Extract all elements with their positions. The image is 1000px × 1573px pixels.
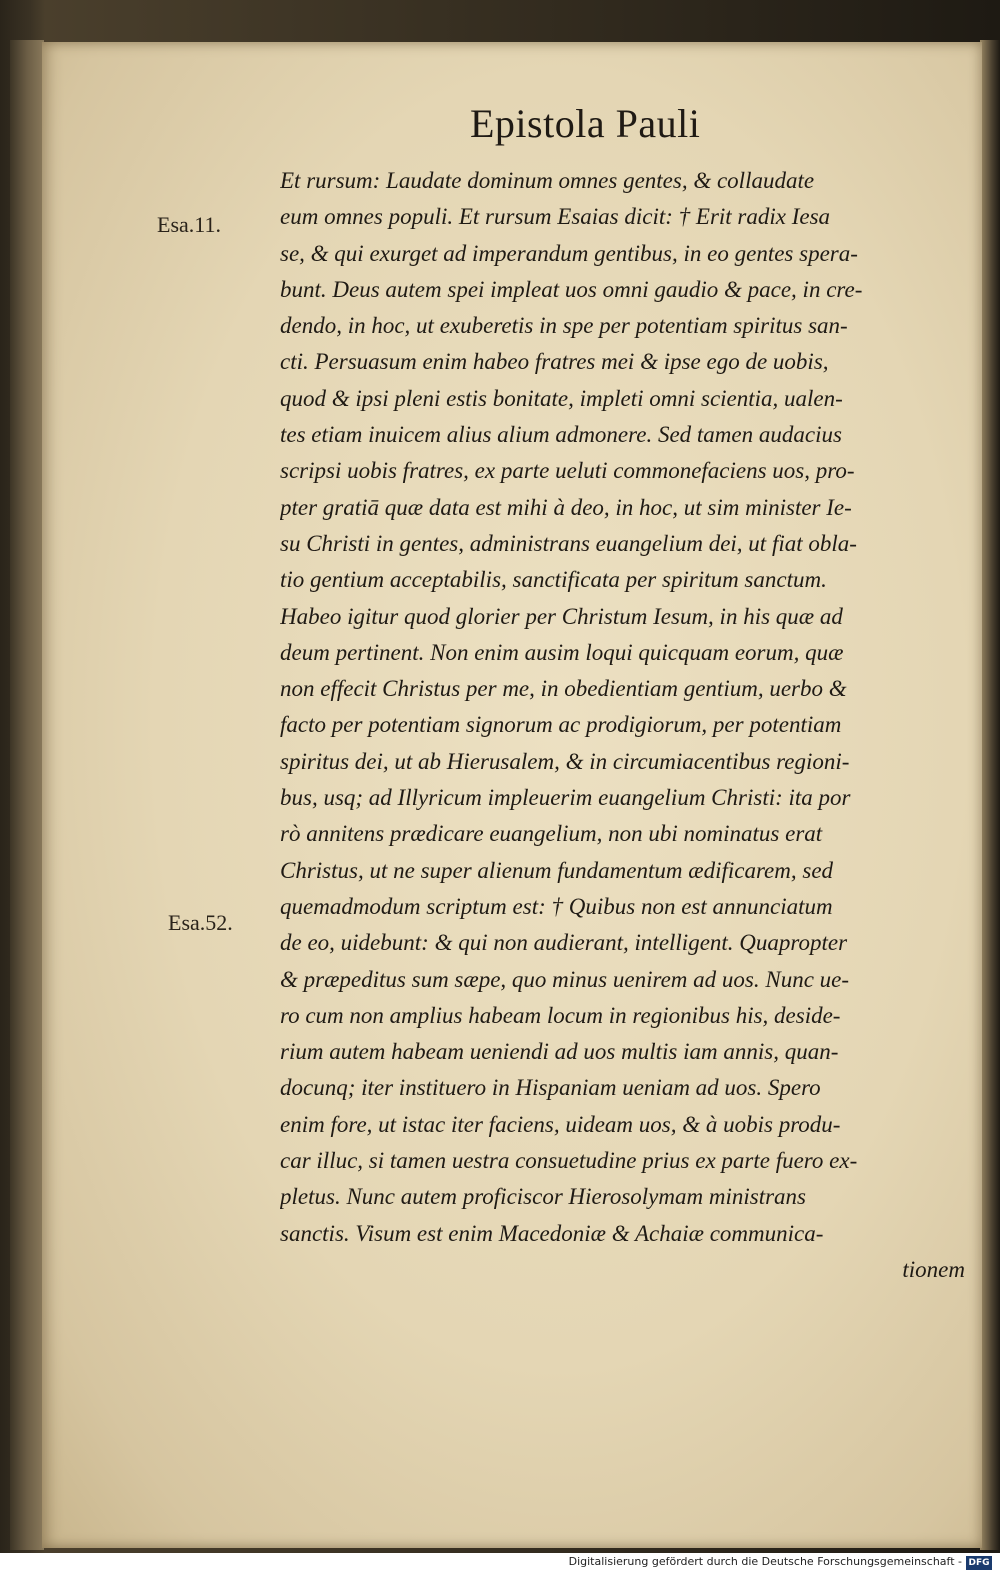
text-line: cti. Persuasum enim habeo fratres mei & ipse ego de uobis, [280,349,829,375]
text-line: rò annitens prædicare euangelium, non ubi nominatus erat [280,821,823,847]
text-line: pletus. Nunc autem proficiscor Hierosolymam ministrans [280,1184,806,1210]
text-line: quod & ipsi pleni estis bonitate, impleti omni scientia, ualen- [280,385,843,411]
marginal-note: Esa.11. [157,212,221,237]
text-line: rium autem habeam ueniendi ad uos multis iam annis, quan- [280,1039,839,1065]
text-line: sanctis. Visum est enim Macedoniæ & Achaiæ communica- [280,1220,824,1246]
footer-credit: Digitalisierung gefördert durch die Deutsche Forschungsgemeinschaft - [568,1555,962,1568]
text-line: tionem [902,1256,965,1282]
text-line: quemadmodum scriptum est: † Quibus non est annunciatum [280,893,833,919]
text-line: ro cum non amplius habeam locum in regionibus his, deside- [280,1002,841,1028]
text-line: tio gentium acceptabilis, sanctificata per spiritum sanctum. [280,567,827,593]
text-line: docunq; iter instituero in Hispaniam ueniam ad uos. Spero [280,1075,821,1101]
body-text [280,163,970,1288]
text-line: Et rursum: Laudate dominum omnes gentes, & collaudate [280,168,815,193]
text-line: bunt. Deus autem spei impleat uos omni gaudio & pace, in cre- [280,276,863,302]
text-line: se, & qui exurget ad imperandum gentibus, in eo gentes spera- [280,240,858,266]
text-line: bus, usq; ad Illyricum impleuerim euangelium Christi: ita por [280,785,851,811]
marginal-note: Esa.52. [168,910,233,935]
text-line: pter gratiā quæ data est mihi à deo, in hoc, ut sim minister Ie- [280,494,852,520]
digitization-footer [0,1553,1000,1573]
dfg-logo: DFG [966,1556,992,1570]
text-line: facto per potentiam signorum ac prodigiorum, per potentiam [280,712,842,738]
text-line: non effecit Christus per me, in obedientiam gentium, uerbo & [280,676,847,702]
text-line: & præpeditus sum sæpe, quo minus uenirem ad uos. Nunc ue- [280,966,850,992]
text-line: deum pertinent. Non enim ausim loqui quicquam eorum, quæ [280,639,844,665]
text-line: car illuc, si tamen uestra consuetudine prius ex parte fuero ex- [280,1148,858,1174]
text-line: de eo, uidebunt: & qui non audierant, intelligent. Quapropter [280,930,848,956]
text-line: scripsi uobis fratres, ex parte ueluti commonefaciens uos, pro- [280,458,855,484]
book-right-edge [980,40,1000,1550]
text-line: eum omnes populi. Et rursum Esaias dicit: † Erit radix Iesa [280,204,831,230]
text-line: Christus, ut ne super alienum fundamentum ædificarem, sed [280,857,834,883]
book-left-edge [10,40,44,1550]
running-head: Epistola Pauli [470,101,701,146]
text-line: enim fore, ut istac iter faciens, uideam uos, & à uobis produ- [280,1111,841,1137]
text-line: spiritus dei, ut ab Hierusalem, & in circumiacentibus regioni- [280,748,850,774]
text-line: dendo, in hoc, ut exuberetis in spe per potentiam spiritus san- [280,313,848,339]
text-line: su Christi in gentes, administrans euangelium dei, ut fiat obla- [280,530,857,556]
text-line: tes etiam inuicem alius alium admonere. Sed tamen audacius [280,422,842,448]
text-line: Habeo igitur quod glorier per Christum Iesum, in his quæ ad [280,603,843,629]
